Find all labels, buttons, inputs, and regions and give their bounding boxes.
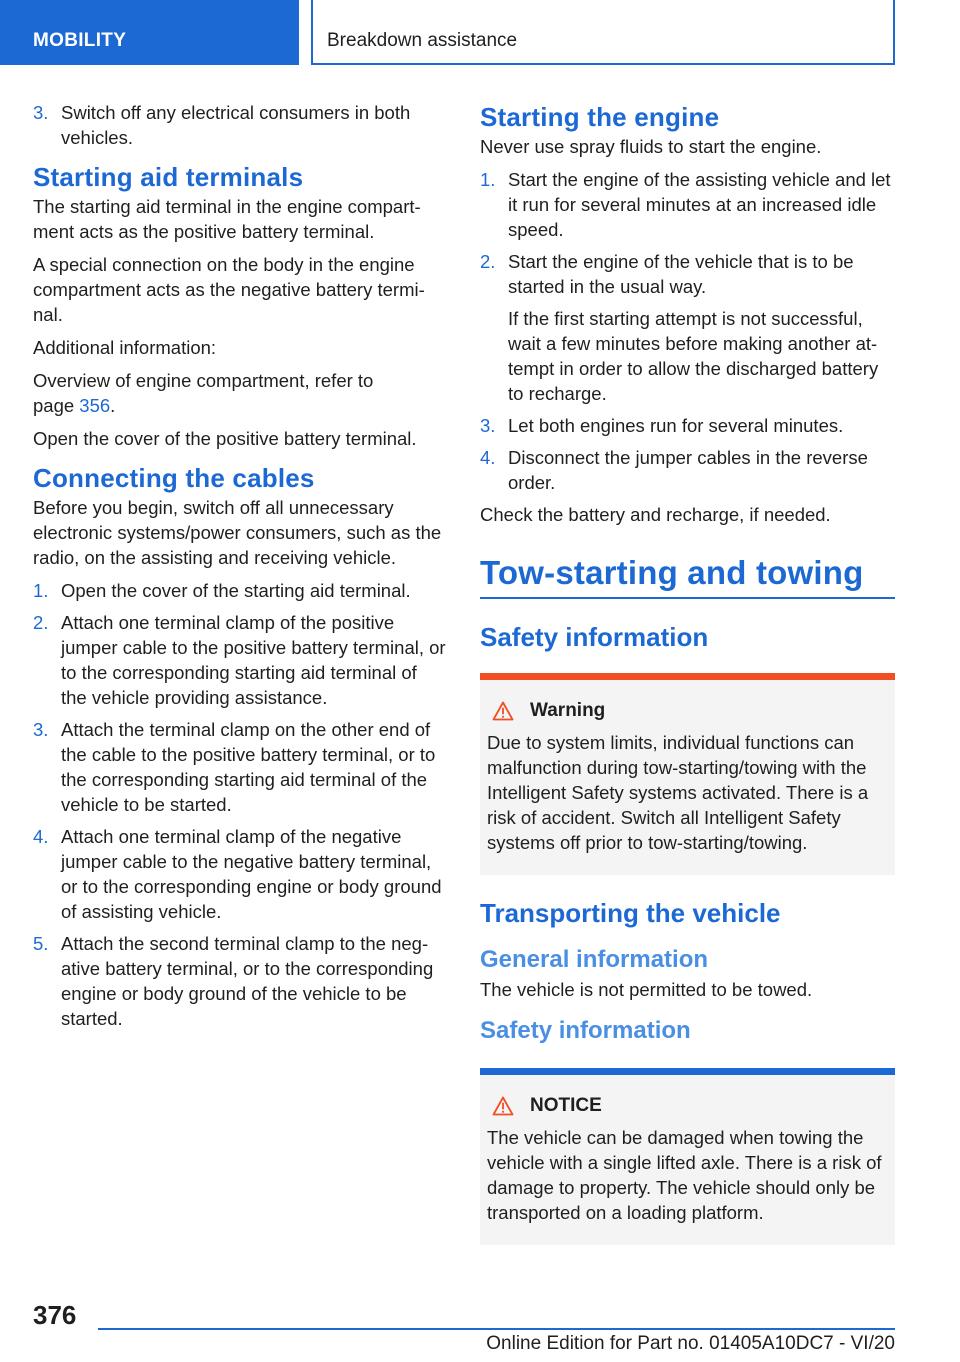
paragraph: Additional information: — [33, 337, 217, 358]
list-item: 3. Switch off any electrical consumers in both vehicles. — [33, 102, 411, 148]
left-column — [33, 100, 447, 1038]
paragraph: A special connection on the body in the engine compartment acts as the negative battery termi-nal. — [33, 254, 425, 325]
paragraph: Open the cover of the positive battery terminal. — [33, 428, 417, 449]
heading-safety-information: Safety information — [480, 622, 709, 652]
list-item: 4. Attach one terminal clamp of the negative jumper cable to the negative battery terminal, or to the corresponding engine or body ground of assisting vehicle. — [33, 826, 442, 922]
list-item: 5. Attach the second terminal clamp to the neg-ative battery terminal, or to the corresponding engine or body ground of the vehicle to be started. — [33, 933, 434, 1029]
list-item: 1. Start the engine of the assisting vehicle and let it run for several minutes at an increased idle speed. — [480, 169, 891, 240]
heading-general-information: General information — [480, 946, 709, 973]
page-reference-link[interactable]: 356 — [79, 395, 111, 416]
list-item: 2. Attach one terminal clamp of the positive jumper cable to the positive battery terminal, or to the corresponding starting aid terminal of the vehicle providing assistance. — [33, 612, 446, 708]
warning-title: Warning — [530, 700, 606, 721]
heading-safety-information: Safety information — [480, 1017, 691, 1044]
engine-steps-list — [480, 167, 895, 495]
list-item-note: If the first starting attempt is not successful, wait a few minutes before making another at-tempt in order to allow the discharged battery to recharge. — [508, 308, 879, 404]
list-item: 3. Attach the terminal clamp on the other end of the cable to the positive battery terminal, or to the corresponding starting aid terminal of the vehicle to be started. — [33, 719, 436, 815]
warning-box-header — [487, 698, 888, 723]
warning-box — [480, 673, 895, 875]
warning-triangle-icon — [492, 701, 514, 721]
list-item: 4. Disconnect the jumper cables in the reverse order. — [480, 447, 868, 493]
footer-edition-text: Online Edition for Part no. 01405A10DC7 - VI/20 — [486, 1333, 895, 1354]
heading-transporting-the-vehicle: Transporting the vehicle — [480, 898, 781, 928]
paragraph: Before you begin, switch off all unnecessary electronic systems/power consumers, such as the radio, on the assisting and receiving vehicle. — [33, 497, 442, 568]
notice-text: The vehicle can be damaged when towing the vehicle with a single lifted axle. There is a risk of damage to property. The vehicle should only be transported on a loading platform. — [487, 1127, 882, 1223]
list-item: 1. Open the cover of the starting aid terminal. — [33, 580, 411, 601]
paragraph: Overview of engine compartment, refer to page 356. — [33, 370, 374, 416]
right-column — [480, 100, 895, 1257]
continued-list — [33, 100, 447, 150]
paragraph: The vehicle is not permitted to be towed. — [480, 979, 813, 1000]
paragraph: The starting aid terminal in the engine compart-ment acts as the positive battery terminal. — [33, 196, 421, 242]
notice-box — [480, 1068, 895, 1245]
warning-triangle-icon — [492, 1096, 514, 1116]
cables-steps-list — [33, 578, 447, 1031]
notice-box-header — [487, 1093, 888, 1118]
paragraph: Never use spray fluids to start the engine. — [480, 136, 822, 157]
notice-title: NOTICE — [530, 1095, 602, 1116]
heading-tow-starting-and-towing: Tow-starting and towing — [480, 553, 895, 599]
list-item: 3. Let both engines run for several minutes. — [480, 415, 844, 436]
page-number: 376 — [33, 1300, 77, 1330]
heading-starting-the-engine: Starting the engine — [480, 102, 720, 132]
header-section-tab: MOBILITY — [0, 0, 299, 65]
paragraph: Check the battery and recharge, if needed. — [480, 504, 831, 525]
heading-connecting-the-cables: Connecting the cables — [33, 463, 315, 493]
warning-text: Due to system limits, individual functions can malfunction during tow-starting/towing with the Intelligent Safety systems activated. There is a risk of accident. Switch all Intelligent Safety systems off prior to tow-starting/towing. — [487, 732, 869, 853]
heading-starting-aid-terminals: Starting aid terminals — [33, 162, 304, 192]
header-chapter-title: Breakdown assistance — [311, 0, 895, 65]
list-item: 2. Start the engine of the vehicle that is to be started in the usual way. If the first starting attempt is not successful, wait a few minutes before making another at-tempt in order to allow the discharged battery to recharge. — [480, 249, 895, 406]
